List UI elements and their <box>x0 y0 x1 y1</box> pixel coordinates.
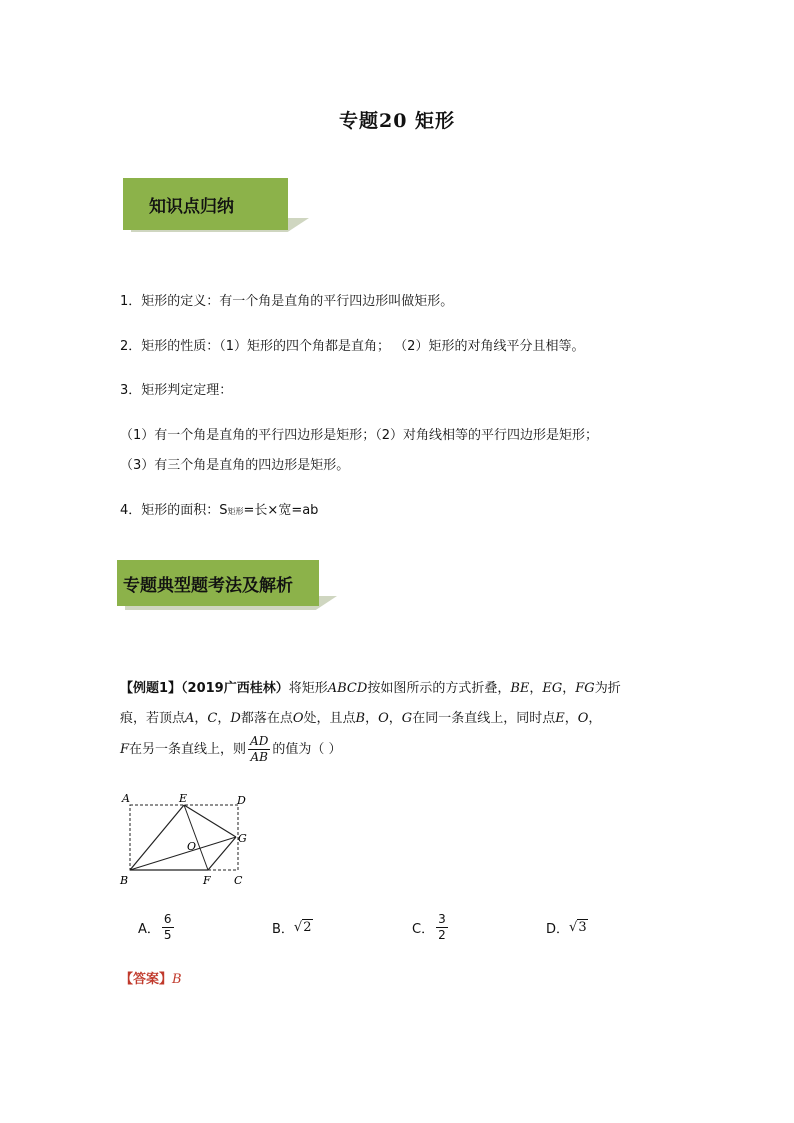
math-abcd: ABCD <box>327 681 368 696</box>
option-a-label: A． <box>138 921 160 937</box>
math-a: A <box>185 711 195 726</box>
point-3-2: （3）有三个角是直角的四边形是矩形。 <box>120 458 350 473</box>
math-d: D <box>230 711 241 726</box>
point-3-1: （1）有一个角是直角的平行四边形是矩形；（2）对角线相等的平行四边形是矩形； <box>120 428 599 443</box>
point-4-area <box>120 503 318 520</box>
text: 处，且点 <box>303 711 356 726</box>
label-g: G <box>238 832 247 845</box>
option-b[interactable] <box>272 912 313 942</box>
text: 按如图所示的方式折叠， <box>367 681 511 696</box>
option-c-fraction <box>436 912 448 943</box>
area-prefix: 4．矩形的面积：S <box>120 503 228 518</box>
banner-label: 专题典型题考法及解析 <box>117 560 319 606</box>
label-f: F <box>203 874 211 887</box>
text: 的值为（ ） <box>272 742 342 757</box>
area-subscript: 矩形 <box>227 507 244 516</box>
text: ， <box>529 681 543 696</box>
point-3: 3．矩形判定定理： <box>120 383 233 398</box>
example-line-3 <box>120 734 720 765</box>
option-d-sqrt: √3 <box>569 919 587 935</box>
label-b: B <box>120 874 129 887</box>
point-1: 1．矩形的定义：有一个角是直角的平行四边形叫做矩形。 <box>120 294 454 309</box>
math-o: O <box>577 711 589 726</box>
text: ， <box>194 711 208 726</box>
example-line-2 <box>120 704 720 734</box>
math-c: C <box>207 711 218 726</box>
math-g: G <box>401 711 413 726</box>
fold-line-be <box>130 805 184 870</box>
math-fg: FG <box>575 681 595 696</box>
text: ， <box>217 711 231 726</box>
label-o: O <box>187 840 197 853</box>
text: 将矩形 <box>288 681 328 696</box>
answer-label: 【答案】 <box>120 972 173 987</box>
text: 为折 <box>594 681 621 696</box>
text: ， <box>388 711 402 726</box>
line-eof <box>184 805 208 870</box>
fraction-denominator: AB <box>250 750 268 764</box>
example-source: （2019广西桂林） <box>181 681 289 696</box>
option-c[interactable] <box>412 912 450 942</box>
example-1 <box>120 674 720 765</box>
fold-line-fg <box>208 837 236 870</box>
geometry-figure <box>110 788 270 892</box>
fraction-numerator: 6 <box>163 911 172 926</box>
option-d-label: D． <box>546 921 570 937</box>
math-eg: EG <box>542 681 563 696</box>
page-title: 专题20 矩形 <box>338 110 456 132</box>
example-line-1 <box>120 674 720 704</box>
answer-value: B <box>172 972 182 987</box>
label-c: C <box>234 874 243 887</box>
fold-line-eg <box>184 805 236 837</box>
text: 都落在点 <box>240 711 293 726</box>
rectangle-abcd-dashed <box>130 805 238 870</box>
math-e: E <box>555 711 565 726</box>
radicand: 3 <box>578 919 587 935</box>
fraction-denominator: 2 <box>438 927 446 942</box>
math-f: F <box>120 742 130 757</box>
label-e: E <box>179 792 188 805</box>
point-2: 2．矩形的性质：（1）矩形的四个角都是直角； （2）矩形的对角线平分且相等。 <box>120 339 585 354</box>
text: 在同一条直线上，同时点 <box>412 711 556 726</box>
option-b-sqrt: √2 <box>293 919 312 935</box>
math-b: B <box>355 711 366 726</box>
banner-label: 知识点归纳 <box>123 178 288 230</box>
option-d[interactable] <box>546 912 588 942</box>
math-o: O <box>292 711 304 726</box>
option-a[interactable] <box>138 912 176 942</box>
text: ， <box>564 711 578 726</box>
answer <box>120 968 182 987</box>
option-b-label: B． <box>272 921 294 937</box>
line-bog <box>130 837 236 870</box>
text: ， <box>562 681 576 696</box>
example-label: 【例题1】 <box>120 681 182 696</box>
option-c-label: C． <box>412 921 435 937</box>
option-a-fraction <box>162 912 174 943</box>
fraction-numerator: AD <box>250 734 269 748</box>
fraction-denominator: 5 <box>163 927 172 942</box>
label-a: A <box>122 792 130 805</box>
math-be: BE <box>510 681 530 696</box>
text: 在另一条直线上，则 <box>129 742 247 757</box>
text: ， <box>365 711 379 726</box>
fraction-numerator: 3 <box>438 911 446 926</box>
math-o: O <box>378 711 389 726</box>
label-d: D <box>237 794 246 807</box>
fraction-ad-ab <box>248 734 270 765</box>
text: 痕，若顶点 <box>120 711 186 726</box>
radicand: 2 <box>303 919 312 935</box>
area-suffix: =长×宽=ab <box>243 503 319 518</box>
text: ， <box>588 711 602 726</box>
